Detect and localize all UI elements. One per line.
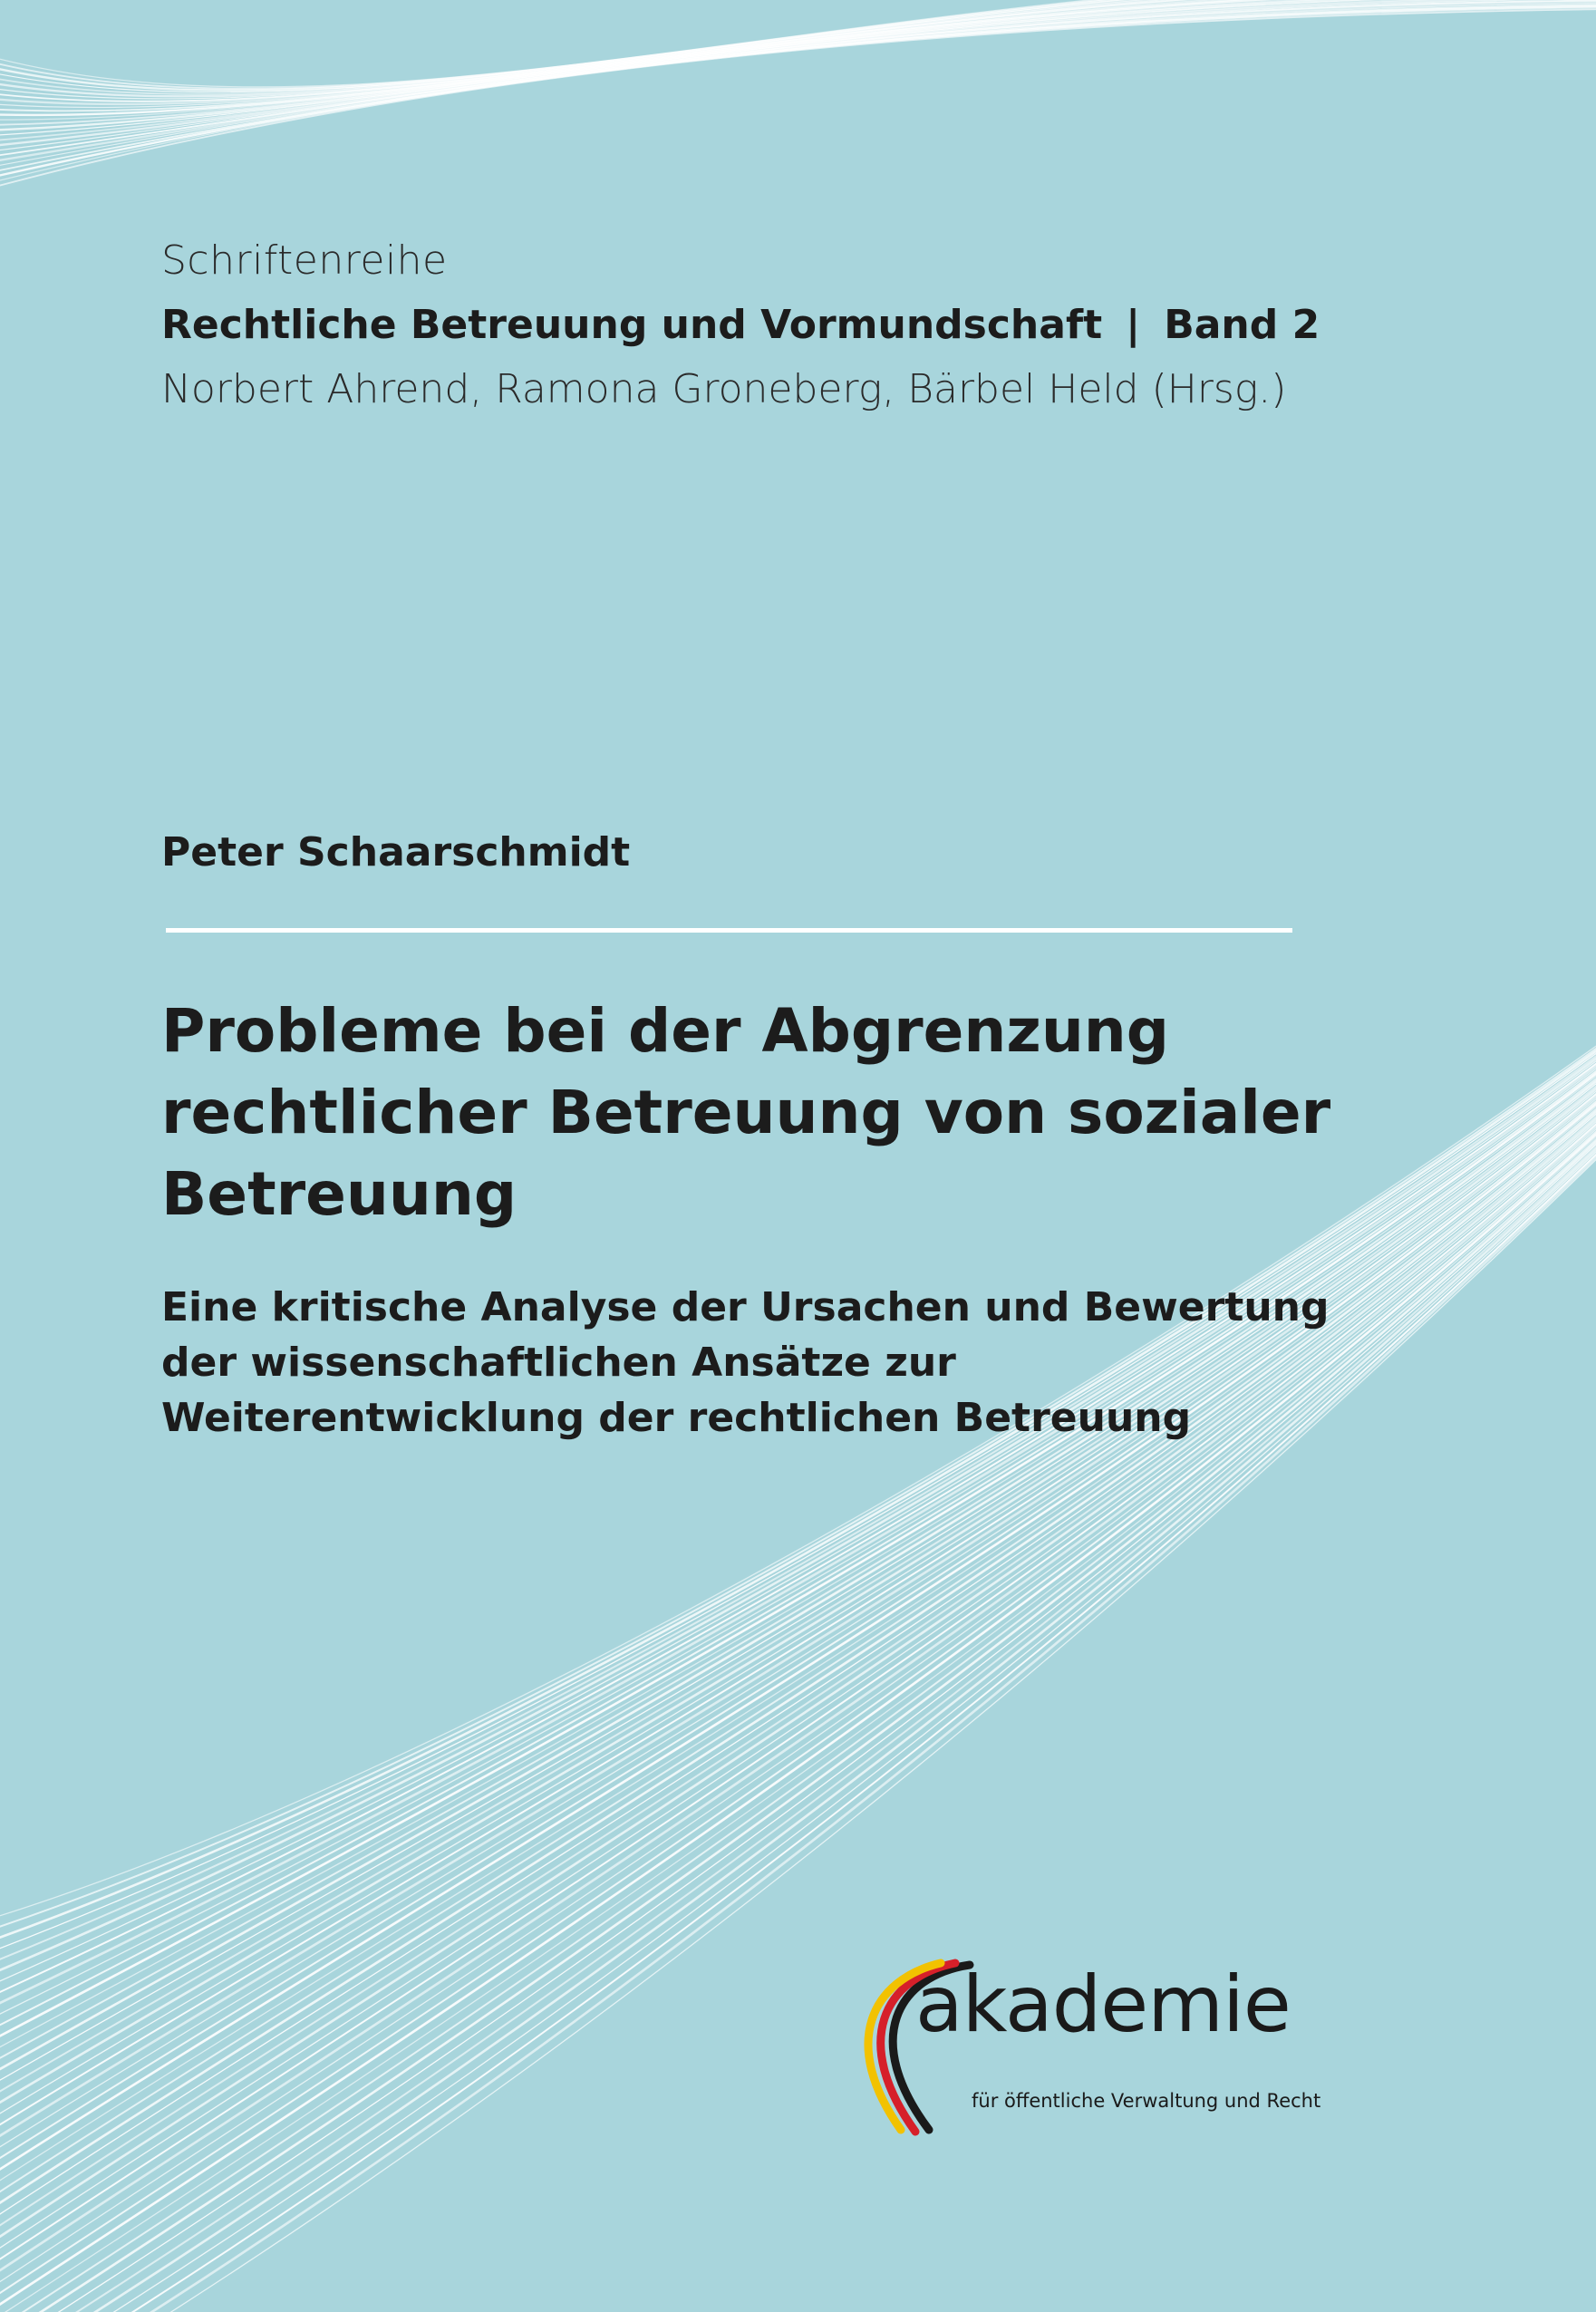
publisher-tagline: für öffentliche Verwaltung und Recht [972, 2090, 1321, 2112]
series-separator: | [1126, 302, 1141, 348]
book-title [161, 991, 1340, 1235]
series-label: Schriftenreihe [161, 237, 448, 284]
publisher-name: akademie [915, 1959, 1291, 2050]
author-name: Peter Schaarschmidt [161, 829, 631, 875]
editors: Norbert Ahrend, Ramona Groneberg, Bärbel Held (Hrsg.) [161, 366, 1287, 412]
book-subtitle [161, 1280, 1340, 1446]
series-volume: Band 2 [1164, 302, 1320, 348]
divider-rule [166, 928, 1292, 933]
title-line: rechtlicher Betreuung von sozialer [161, 1078, 1331, 1147]
title-line: Probleme bei der Abgrenzung [161, 996, 1170, 1066]
subtitle-line: Eine kritische Analyse der Ursachen und Bewertung [161, 1284, 1330, 1330]
series-title [161, 302, 1320, 348]
series-name: Rechtliche Betreuung und Vormundschaft [161, 302, 1103, 348]
publisher-logo [843, 1958, 1350, 2139]
subtitle-line: der wissenschaftlichen Ansätze zur [161, 1340, 956, 1386]
subtitle-line: Weiterentwicklung der rechtlichen Betreuung [161, 1395, 1192, 1441]
title-line: Betreuung [161, 1159, 517, 1229]
